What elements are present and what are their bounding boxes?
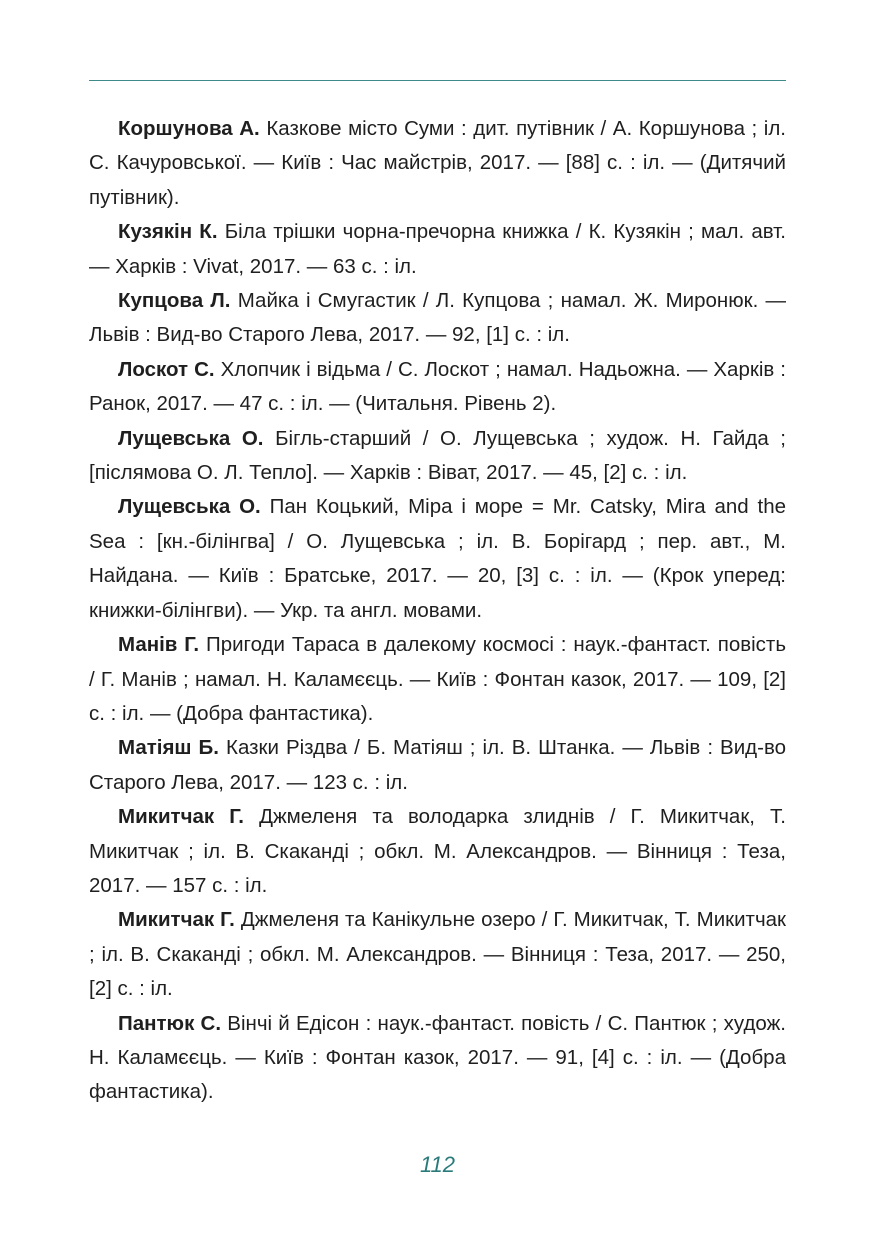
entry-text: Пан Коцький, Міра і море = Mr. Catsky, Mira and the Sea : [кн.-білінгва] / О. Лущевська ; іл. В. Борігард ; пер. авт., М. Найдана. — Київ : Братське, 2017. — 20, [3] с. : іл. — (Крок уперед: книжки-білінгви). — Укр. та англ. мовами. [89, 495, 786, 622]
bibliography-entry [89, 628, 786, 731]
page-number: 112 [419, 1152, 456, 1177]
bibliography-list [89, 112, 786, 1110]
bibliography-entry [89, 112, 786, 215]
entry-author: Коршунова А. [118, 117, 260, 140]
entry-author: Матіяш Б. [118, 736, 219, 760]
entry-author: Пантюк С. [118, 1011, 222, 1035]
entry-author: Микитчак Г. [118, 805, 244, 829]
bibliography-entry [89, 800, 786, 903]
entry-text: Хлопчик і відьма / С. Лоскот ; намал. Надьожна. — Харків : Ранок, 2017. — 47 с. : іл. — (Читальня. Рівень 2). [89, 357, 786, 416]
bibliography-entry [89, 490, 786, 628]
header-rule [89, 80, 786, 81]
entry-text: Казки Різдва / Б. Матіяш ; іл. В. Штанка. — Львів : Вид-во Старого Лева, 2017. — 123 с. : іл. [89, 736, 787, 794]
entry-text: Джмеленя та володарка злиднів / Г. Микитчак, Т. Микитчак ; іл. В. Скаканді ; обкл. М. Александров. — Вінниця : Теза, 2017. — 157 с. : іл. [89, 805, 787, 897]
entry-author: Кузякін К. [118, 220, 218, 244]
entry-author: Манів Г. [118, 633, 200, 657]
bibliography-entry [89, 284, 786, 353]
entry-text: Майка і Смугастик / Л. Купцова ; намал. Ж. Миронюк. — Львів : Вид-во Старого Лева, 2017. — 92, [1] с. : іл. [89, 289, 787, 347]
bibliography-entry [89, 1007, 786, 1110]
entry-author: Лущевська О. [118, 426, 264, 450]
bibliography-entry [89, 353, 786, 422]
entry-text: Пригоди Тараса в далекому космосі : наук.-фантаст. повість / Г. Манів ; намал. Н. Каламєєць. — Київ : Фонтан казок, 2017. — 109, [2] с. : іл. — (Добра фантастика). [89, 633, 787, 725]
bibliography-entry [89, 215, 786, 284]
entry-author: Лоскот С. [118, 357, 215, 381]
entry-text: Бігль-старший / О. Лущевська ; худож. Н. Гайда ; [післямова О. Л. Тепло]. — Харків : Віват, 2017. — 45, [2] с. : іл. [89, 426, 787, 485]
entry-author: Лущевська О. [118, 495, 261, 519]
entry-text: Вінчі й Едісон : наук.-фантаст. повість / С. Пантюк ; худож. Н. Каламєєць. — Київ : Фонтан казок, 2017. — 91, [4] с. : іл. — (Добра фантастика). [89, 1011, 787, 1104]
entry-author: Купцова Л. [118, 289, 231, 313]
entry-text: Біла трішки чорна-пречорна книжка / К. Кузякін ; мал. авт. — Харків : Vivat, 2017. — 63 с. : іл. [89, 220, 786, 278]
entry-text: Казкове місто Суми : дит. путівник / А. Коршунова ; іл. С. Качуровської. — Київ : Час майстрів, 2017. — [88] с. : іл. — (Дитячий путівник). [89, 117, 786, 209]
entry-text: Джмеленя та Канікульне озеро / Г. Микитчак, Т. Микитчак ; іл. В. Скаканді ; обкл. М. Александров. — Вінниця : Теза, 2017. — 250, [2] с. : іл. [89, 908, 786, 1001]
bibliography-entry [89, 731, 786, 800]
bibliography-entry [89, 903, 786, 1006]
bibliography-entry [89, 422, 786, 491]
entry-author: Микитчак Г. [118, 908, 235, 932]
